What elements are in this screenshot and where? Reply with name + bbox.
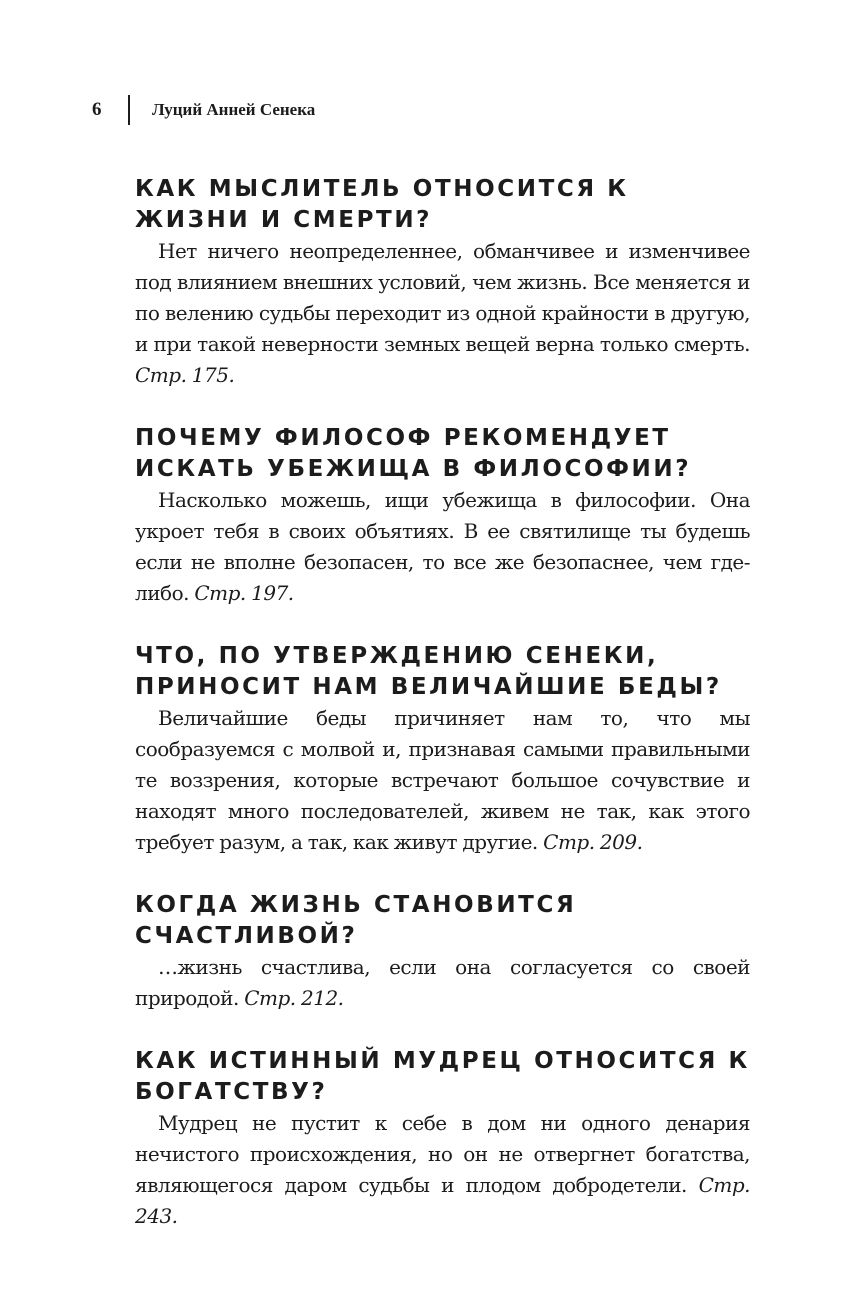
answer-text: Насколько можешь, ищи убежища в философии. Она укроет тебя в своих объятиях. В ее святилище ты будешь если не вполне безопасен, то все же безопаснее, чем где-либо. [135,488,750,605]
page-reference: Стр. 212. [244,986,344,1010]
answer-paragraph [135,1108,750,1232]
question-heading: ПОЧЕМУ ФИЛОСОФ РЕКОМЕНДУЕТ ИСКАТЬ УБЕЖИЩА В ФИЛОСОФИИ? [135,425,692,482]
page-body [135,174,750,1264]
answer-paragraph [135,703,750,858]
header-divider [128,95,130,125]
answer-text: Мудрец не пустит к себе в дом ни одного денария нечистого происхождения, но он не отвергнет богатства, являющегося даром судьбы и плодом добродетели. [135,1111,750,1197]
running-head [92,96,315,124]
answer-paragraph [135,952,750,1014]
question-heading: КАК МЫСЛИТЕЛЬ ОТНОСИТСЯ К ЖИЗНИ И СМЕРТИ? [135,176,629,233]
qa-section [135,641,750,858]
page-reference: Стр. 243. [135,1173,751,1228]
qa-section [135,423,750,609]
question-heading: ЧТО, ПО УТВЕРЖДЕНИЮ СЕНЕКИ, ПРИНОСИТ НАМ ВЕЛИЧАЙШИЕ БЕДЫ? [135,643,722,700]
answer-text: …жизнь счастлива, если она согласуется со своей природой. [135,955,750,1010]
book-author: Луций Анней Сенека [152,100,316,119]
answer-paragraph [135,236,750,391]
qa-section [135,890,750,1014]
question-heading: КОГДА ЖИЗНЬ СТАНОВИТСЯ СЧАСТЛИВОЙ? [135,892,577,949]
question-heading: КАК ИСТИННЫЙ МУДРЕЦ ОТНОСИТСЯ К БОГАТСТВУ? [135,1048,750,1105]
answer-text: Нет ничего неопределеннее, обманчивее и изменчивее под влиянием внешних условий, чем жизнь. Все меняется и по велению судьбы переходит из одной крайности в другую, и при такой неверности земных вещей верна только смерть. [135,239,750,356]
qa-section [135,174,750,391]
page-number: 6 [92,99,102,120]
answer-paragraph [135,485,750,609]
page-reference: Стр. 175. [135,363,235,387]
answer-text: Величайшие беды причиняет нам то, что мы сообразуемся с молвой и, признавая самыми правильными те воззрения, которые встречают большое сочувствие и находят много последователей, живем не так, как этого требует разум, а так, как живут другие. [135,706,750,854]
page-reference: Стр. 197. [194,581,294,605]
page-reference: Стр. 209. [543,830,643,854]
qa-section [135,1046,750,1232]
